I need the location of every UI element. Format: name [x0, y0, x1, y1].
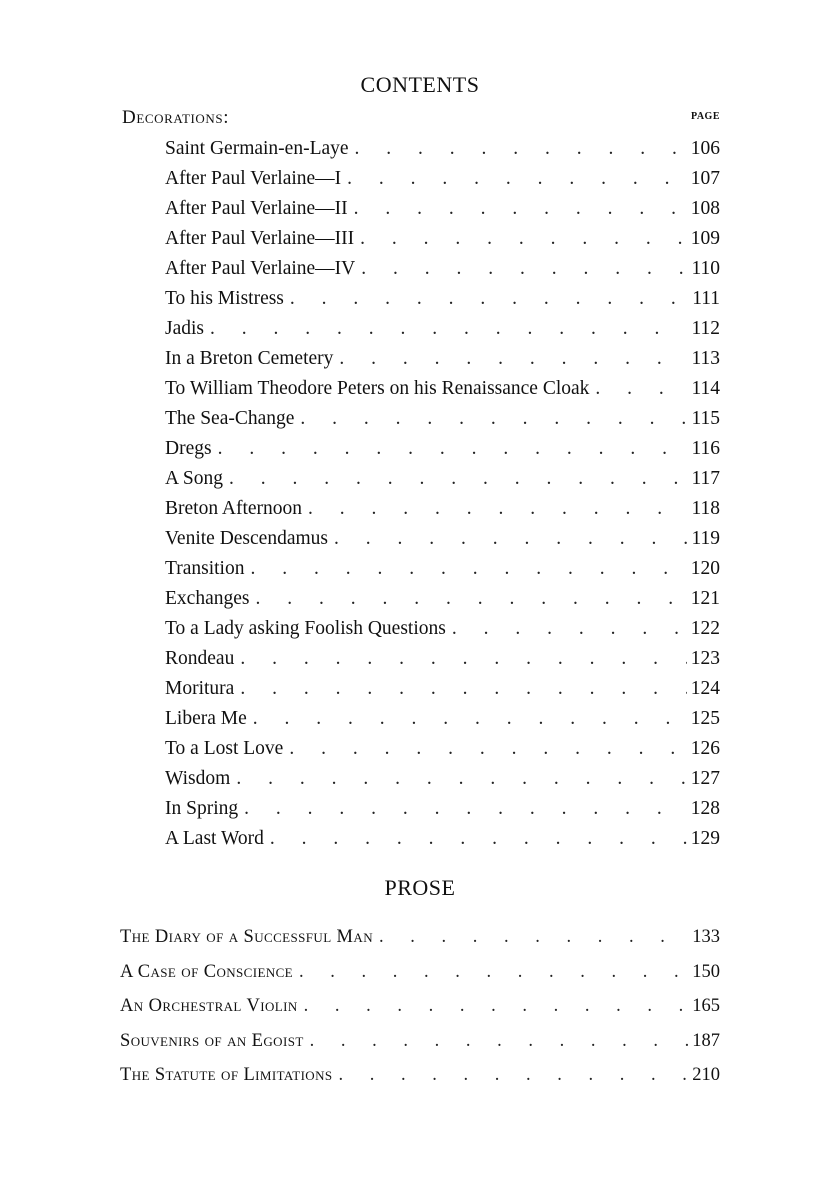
dot-leader: [328, 524, 687, 554]
dot-leader: [293, 955, 688, 990]
toc-entry: [120, 955, 720, 990]
entry-title: Moritura: [165, 678, 235, 699]
entry-page-number: 122: [690, 618, 720, 639]
dot-leader: [333, 1058, 689, 1093]
toc-entry: [165, 824, 720, 854]
dot-leader: [348, 194, 687, 224]
entry-page-number: 116: [691, 438, 720, 459]
toc-entry: [165, 374, 720, 404]
dot-leader: [341, 164, 687, 194]
dot-leader: [333, 344, 687, 374]
decorations-heading: Decorations:: [122, 107, 230, 128]
entry-title: Souvenirs of an Egoist: [120, 1030, 304, 1051]
dot-leader: [230, 764, 686, 794]
entry-title: To a Lady asking Foolish Questions: [165, 618, 446, 639]
entry-page-number: 107: [690, 168, 720, 189]
toc-entry: [165, 524, 720, 554]
dot-leader: [349, 134, 687, 164]
entry-page-number: 111: [692, 288, 720, 309]
dot-leader: [354, 224, 687, 254]
toc-entry: [120, 1058, 720, 1093]
entry-page-number: 125: [690, 708, 720, 729]
entry-title: After Paul Verlaine—III: [165, 228, 355, 249]
toc-entry: [120, 920, 720, 955]
entry-title: A Song: [165, 468, 223, 489]
toc-entry: [165, 584, 720, 614]
toc-entry: [165, 134, 720, 164]
toc-entry: [165, 734, 720, 764]
entry-title: An Orchestral Violin: [120, 996, 298, 1016]
entry-title: After Paul Verlaine—II: [165, 198, 348, 219]
entry-page-number: 106: [690, 138, 720, 159]
entry-page-number: 133: [692, 927, 720, 947]
entry-page-number: 127: [690, 768, 720, 789]
dot-leader: [249, 584, 686, 614]
dot-leader: [223, 464, 687, 494]
dot-leader: [284, 284, 688, 314]
toc-entry: [165, 764, 720, 794]
entry-title: To a Lost Love: [165, 738, 284, 759]
dot-leader: [304, 1024, 689, 1059]
entry-page-number: 118: [691, 498, 720, 519]
prose-title: PROSE: [384, 875, 456, 900]
entry-title: In a Breton Cemetery: [165, 348, 334, 369]
dot-leader: [589, 374, 687, 404]
entry-title: Breton Afternoon: [165, 498, 303, 519]
entry-page-number: 128: [690, 798, 720, 819]
toc-entry: [165, 224, 720, 254]
entry-title: Wisdom: [165, 768, 231, 789]
entry-title: Rondeau: [165, 648, 235, 669]
dot-leader: [355, 254, 687, 284]
toc-entry: [165, 464, 720, 494]
dot-leader: [264, 824, 687, 854]
entry-page-number: 150: [692, 961, 720, 982]
entry-page-number: 126: [690, 738, 720, 759]
entry-page-number: 110: [691, 258, 720, 279]
toc-entry: [165, 344, 720, 374]
toc-entry: [165, 674, 720, 704]
toc-entry: [165, 164, 720, 194]
entry-page-number: 113: [691, 348, 720, 369]
toc-entry: [165, 404, 720, 434]
entry-page-number: 123: [690, 648, 720, 669]
entry-page-number: 187: [692, 1030, 720, 1051]
entry-title: Saint Germain-en-Laye: [165, 138, 349, 159]
contents-title: CONTENTS: [360, 72, 480, 97]
entry-page-number: 112: [691, 318, 720, 339]
entry-title: A Last Word: [165, 828, 264, 849]
entry-title: In Spring: [165, 798, 239, 819]
entry-title: Libera Me: [165, 708, 247, 729]
toc-entry: [165, 704, 720, 734]
entry-title: After Paul Verlaine—I: [165, 168, 342, 189]
dot-leader: [294, 404, 687, 434]
dot-leader: [298, 989, 689, 1024]
dot-leader: [244, 554, 686, 584]
entry-title: The Diary of a Successful Man: [120, 927, 373, 947]
entry-page-number: 124: [690, 678, 720, 699]
toc-entry: [165, 314, 720, 344]
entry-page-number: 119: [691, 528, 720, 549]
entry-page-number: 129: [690, 828, 720, 849]
dot-leader: [212, 434, 688, 464]
toc-entry: [165, 494, 720, 524]
entry-page-number: 210: [692, 1065, 720, 1085]
prose-list: [120, 920, 720, 1093]
dot-leader: [204, 314, 687, 344]
entry-title: A Case of Conscience: [120, 961, 294, 982]
entry-title: Jadis: [165, 318, 204, 339]
toc-entry: [120, 1024, 720, 1059]
dot-leader: [238, 794, 687, 824]
dot-leader: [247, 704, 687, 734]
toc-entry: [165, 194, 720, 224]
entry-title: To William Theodore Peters on his Renaissance Cloak: [165, 378, 590, 399]
entry-title: Exchanges: [165, 588, 250, 609]
toc-entry: [165, 284, 720, 314]
entry-title: After Paul Verlaine—IV: [165, 258, 356, 279]
entry-page-number: 165: [692, 996, 720, 1016]
toc-entry: [165, 434, 720, 464]
dot-leader: [302, 494, 687, 524]
entry-page-number: 109: [690, 228, 720, 249]
entry-page-number: 121: [690, 588, 720, 609]
entry-page-number: 115: [691, 408, 720, 429]
toc-entry: [165, 254, 720, 284]
entry-page-number: 114: [691, 378, 720, 399]
entry-title: The Statute of Limitations: [120, 1065, 333, 1085]
toc-entry: [165, 794, 720, 824]
entry-title: The Sea-Change: [165, 408, 295, 429]
entry-page-number: 108: [690, 198, 720, 219]
page-column-label: PAGE: [690, 111, 720, 122]
entry-page-number: 120: [690, 558, 720, 579]
dot-leader: [234, 674, 686, 704]
toc-entry: [120, 989, 720, 1024]
toc-entry: [165, 614, 720, 644]
toc-entry: [165, 644, 720, 674]
decorations-list: [165, 134, 720, 854]
entry-title: Dregs: [165, 438, 212, 459]
dot-leader: [446, 614, 687, 644]
dot-leader: [234, 644, 686, 674]
dot-leader: [373, 920, 688, 955]
entry-title: Transition: [165, 558, 245, 579]
toc-entry: [165, 554, 720, 584]
entry-page-number: 117: [691, 468, 720, 489]
entry-title: To his Mistress: [165, 288, 284, 309]
dot-leader: [283, 734, 686, 764]
entry-title: Venite Descendamus: [165, 528, 328, 549]
